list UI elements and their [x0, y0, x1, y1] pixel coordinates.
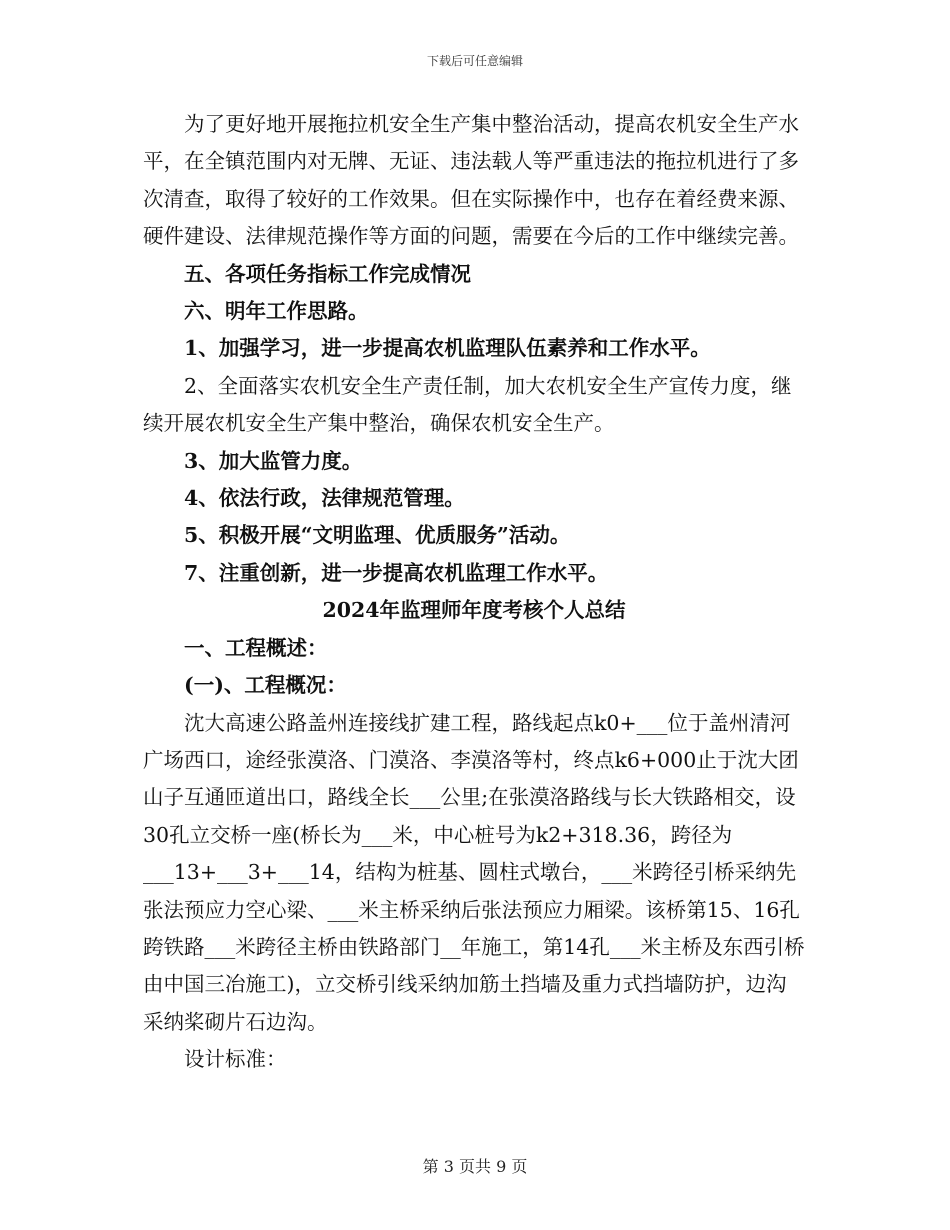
- heading-section-6: 六、明年工作思路。: [184, 299, 369, 324]
- paragraph-design-standard: 设计标准：: [184, 1047, 287, 1072]
- heading-overview: 一、工程概述：: [184, 635, 328, 660]
- page-footer: 第 3 页共 9 页: [422, 1157, 528, 1176]
- list-item-4: 4、依法行政，法律规范管理。: [184, 486, 465, 511]
- list-item-5: 5、积极开展“文明监理、优质服务”活动。: [184, 523, 571, 548]
- page-header: 下载后可任意编辑: [426, 54, 523, 68]
- document-body: [143, 106, 805, 1079]
- heading-project-status: (一)、工程概况：: [184, 673, 347, 698]
- list-item-2: 2、全面落实农机安全生产责任制，加大农机安全生产宣传力度，继续开展农机安全生产集中整治，确保农机安全生产。: [143, 373, 792, 436]
- paragraph-project-description: 沈大高速公路盖州连接线扩建工程，路线起点k0+___位于盖州清河广场西口，途经张漠洛、门漠洛、李漠洛等村，终点k6+000止于沈大团山子互通匝道出口，路线全长___公里;在张漠洛路线与长大铁路相交，设30孔立交桥一座(桥长为___米，中心桩号为k2+318.36，跨径为___13+___3+___14，结构为桩基、圆柱式墩台，___米跨径引桥采纳先张法预应力空心梁、___米主桥采纳后张法预应力厢梁。该桥第15、16孔跨铁路___米跨径主桥由铁路部门__年施工，第14孔___米主桥及东西引桥由中国三冶施工)，立交桥引线采纳加筋土挡墙及重力式挡墙防护，边沟采纳桨砌片石边沟。: [143, 710, 805, 1034]
- list-item-3: 3、加大监管力度。: [184, 448, 363, 473]
- heading-section-5: 五、各项任务指标工作完成情况: [184, 261, 471, 286]
- document-title: 2024年监理师年度考核个人总结: [322, 598, 626, 623]
- list-item-1: 1、加强学习，进一步提高农机监理队伍素养和工作水平。: [184, 336, 711, 361]
- list-item-7: 7、注重创新，进一步提高农机监理工作水平。: [184, 560, 609, 585]
- paragraph-intro: 为了更好地开展拖拉机安全生产集中整治活动，提高农机安全生产水平，在全镇范围内对无牌、无证、违法载人等严重违法的拖拉机进行了多次清查，取得了较好的工作效果。但在实际操作中，也存在着经费来源、硬件建设、法律规范操作等方面的问题，需要在今后的工作中继续完善。: [143, 112, 799, 249]
